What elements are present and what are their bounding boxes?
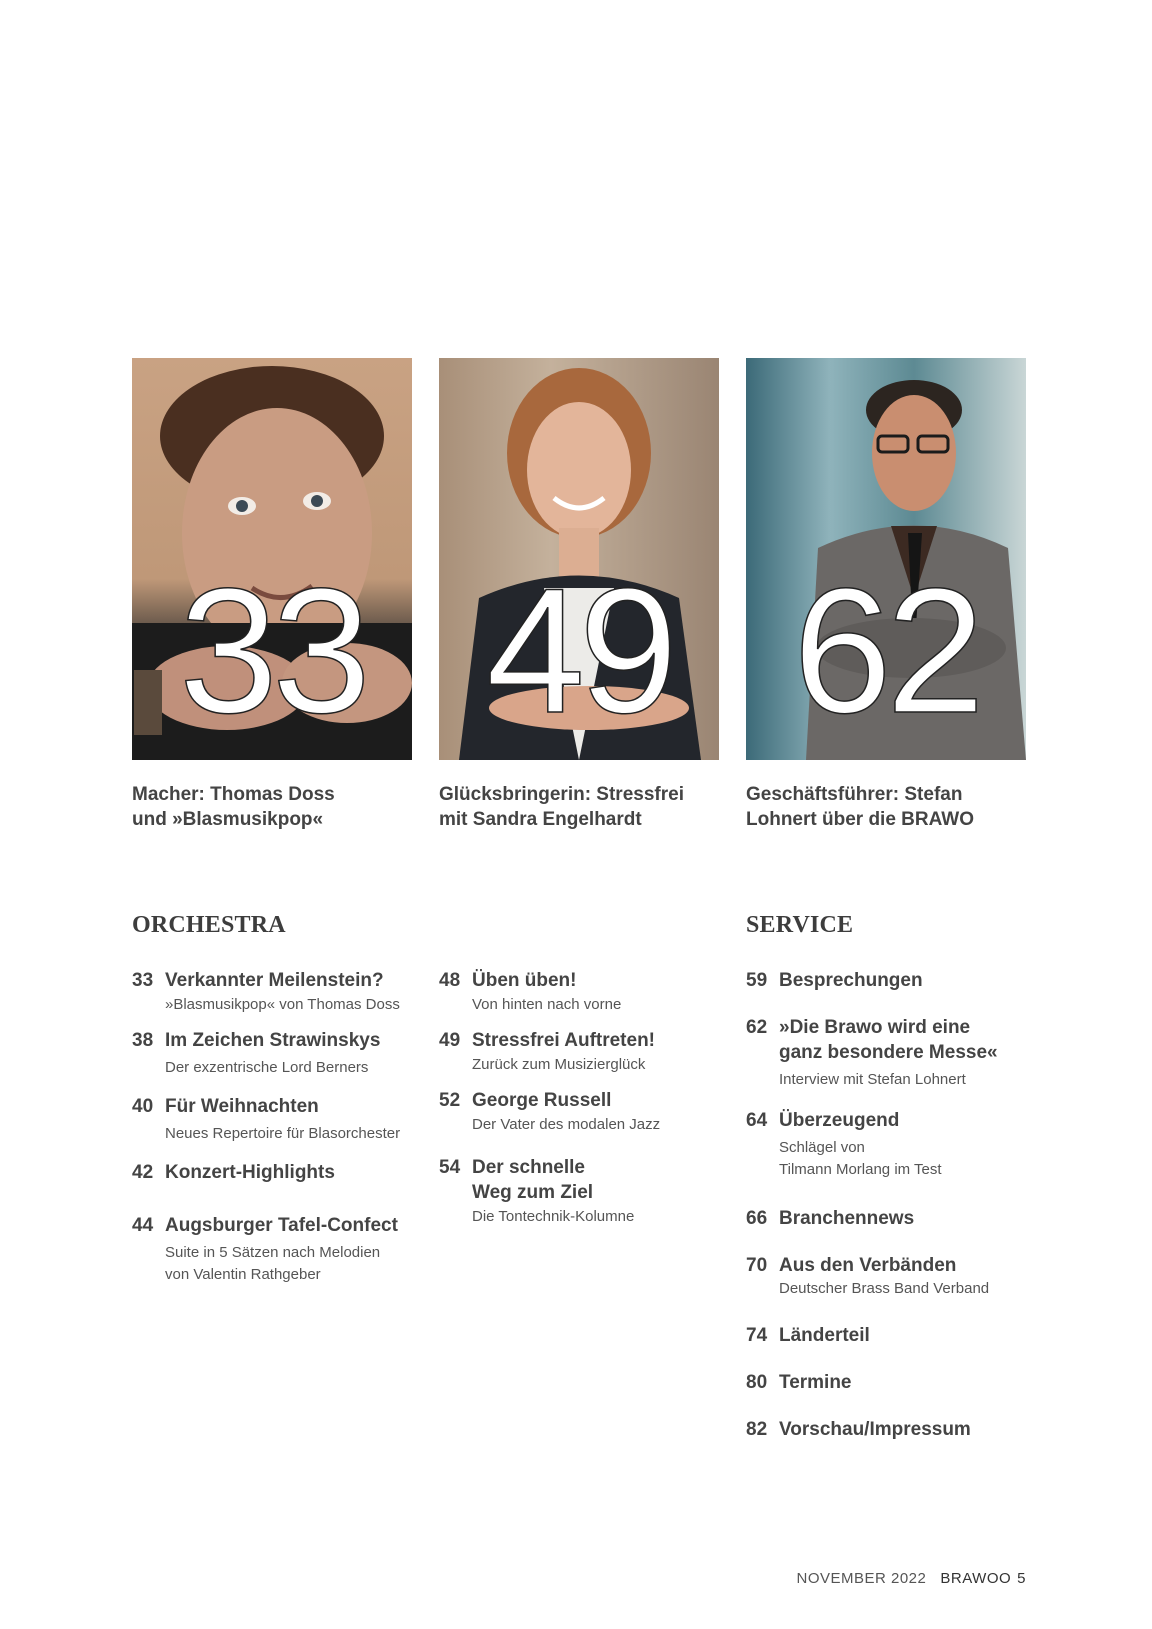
toc-title: Konzert-Highlights	[165, 1162, 335, 1183]
toc-page-number: 38	[132, 1030, 154, 1051]
page-footer	[796, 1570, 1026, 1587]
toc-entry[interactable]	[132, 1094, 422, 1145]
feature-card-3[interactable]	[746, 358, 1026, 832]
toc-subtitle: Zurück zum Musizierglück	[472, 1056, 646, 1073]
toc-subtitle: Deutscher Brass Band Verband	[779, 1280, 990, 1297]
toc-subtitle: Der Vater des modalen Jazz	[472, 1116, 661, 1133]
toc-page-number: 74	[746, 1325, 768, 1346]
feature-caption: Macher: Thomas Doss und »Blasmusikpop«	[132, 784, 335, 830]
magazine-name: BRAWOO	[940, 1570, 1012, 1587]
page-number: 5	[1017, 1570, 1026, 1587]
toc-page-number: 54	[439, 1157, 461, 1178]
toc-title: Vorschau/Impressum	[779, 1419, 971, 1440]
toc-page-number: 70	[746, 1255, 768, 1276]
page-number-overlay: 62	[793, 551, 979, 750]
section-title-service: SERVICE	[746, 912, 854, 938]
toc-page-number: 44	[132, 1215, 154, 1236]
feature-card-2[interactable]	[439, 358, 719, 832]
toc-title: Besprechungen	[779, 970, 923, 991]
toc-page-number: 52	[439, 1090, 461, 1111]
toc-title: George Russell	[472, 1090, 612, 1111]
feature-caption: Geschäftsführer: Stefan Lohnert über die BRAWO	[746, 784, 974, 830]
toc-title: Länderteil	[779, 1325, 870, 1346]
toc-subtitle: Neues Repertoire für Blasorchester	[165, 1125, 401, 1142]
toc-title: Stressfrei Auftreten!	[472, 1030, 656, 1051]
toc-title: Überzeugend	[779, 1110, 900, 1131]
toc-title: Üben üben!	[472, 970, 577, 991]
toc-title: Augsburger Tafel-Confect	[165, 1215, 398, 1236]
toc-subtitle: Der exzentrische Lord Berners	[165, 1059, 369, 1076]
toc-entry[interactable]	[132, 1028, 422, 1079]
page-number-overlay: 33	[179, 551, 365, 750]
toc-entry[interactable]	[439, 1028, 729, 1076]
toc-entry[interactable]	[746, 1417, 1036, 1442]
toc-entry[interactable]	[132, 1213, 422, 1286]
issue-date: NOVEMBER 2022	[796, 1570, 927, 1587]
toc-page-number: 80	[746, 1372, 768, 1393]
toc-subtitle: Suite in 5 Sätzen nach Melodien von Valentin Rathgeber	[165, 1244, 381, 1283]
toc-title: Verkannter Meilenstein?	[165, 970, 384, 991]
toc-title: Im Zeichen Strawinskys	[165, 1030, 381, 1051]
feature-caption: Glücksbringerin: Stressfrei mit Sandra Engelhardt	[439, 784, 684, 830]
toc-title: Termine	[779, 1372, 852, 1393]
toc-title: »Die Brawo wird eine ganz besondere Messe«	[779, 1017, 998, 1063]
toc-page-number: 59	[746, 970, 768, 991]
toc-subtitle: Schlägel von Tilmann Morlang im Test	[779, 1139, 942, 1178]
toc-entry[interactable]	[439, 1088, 729, 1136]
feature-photo	[746, 358, 1026, 760]
toc-page-number: 49	[439, 1030, 461, 1051]
toc-subtitle: Interview mit Stefan Lohnert	[779, 1071, 966, 1088]
toc-entry[interactable]	[439, 968, 729, 1016]
toc-title: Branchennews	[779, 1208, 915, 1229]
toc-column-2	[439, 968, 729, 1228]
toc-page-number: 40	[132, 1096, 154, 1117]
toc-page-number: 62	[746, 1017, 768, 1038]
toc-page-number: 66	[746, 1208, 768, 1229]
toc-title: Der schnelle Weg zum Ziel	[472, 1157, 594, 1203]
toc-entry[interactable]	[439, 1155, 729, 1228]
toc-page-number: 33	[132, 970, 154, 991]
toc-page-number: 64	[746, 1110, 768, 1131]
toc-page-number: 42	[132, 1162, 154, 1183]
toc-entry[interactable]	[132, 968, 422, 1016]
toc-subtitle: Die Tontechnik-Kolumne	[472, 1208, 635, 1225]
toc-title: Für Weihnachten	[165, 1096, 319, 1117]
toc-title: Aus den Verbänden	[779, 1255, 957, 1276]
toc-page-number: 48	[439, 970, 461, 991]
toc-column-3	[746, 968, 1036, 1442]
feature-card-1[interactable]	[132, 358, 412, 832]
section-title-orchestra: ORCHESTRA	[132, 912, 286, 938]
toc-entry[interactable]	[746, 1015, 1036, 1091]
toc-column-1	[132, 968, 422, 1286]
page-number-overlay: 49	[486, 551, 672, 750]
toc-entry[interactable]	[746, 1206, 1036, 1231]
toc-subtitle: Von hinten nach vorne	[472, 996, 622, 1013]
toc-entry[interactable]	[746, 1323, 1036, 1348]
feature-photo	[439, 358, 719, 760]
toc-page-number: 82	[746, 1419, 768, 1440]
toc-entry[interactable]	[746, 1108, 1036, 1181]
feature-photo	[132, 358, 412, 760]
toc-entry[interactable]	[132, 1160, 422, 1185]
toc-subtitle: »Blasmusikpop« von Thomas Doss	[165, 996, 400, 1013]
toc-entry[interactable]	[746, 1253, 1036, 1300]
toc-entry[interactable]	[746, 968, 1036, 993]
toc-entry[interactable]	[746, 1370, 1036, 1395]
